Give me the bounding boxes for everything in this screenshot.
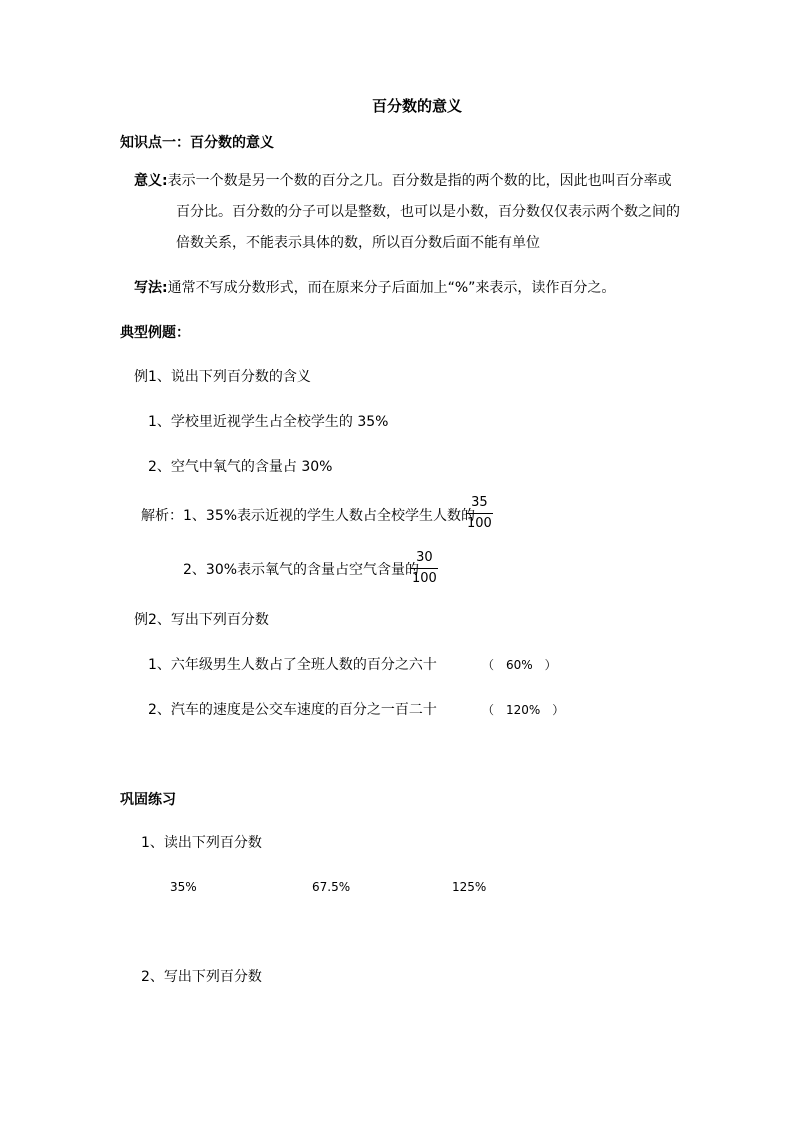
meaning-line1 <box>134 171 672 191</box>
analysis2-fraction <box>411 550 438 587</box>
example2-item2: 2、汽车的速度是公交车速度的百分之一百二十 <box>148 702 437 718</box>
analysis1-denominator: 100 <box>467 516 492 531</box>
analysis-label: 解析： <box>141 508 183 524</box>
analysis1-text: 1、35%表示近视的学生人数占全校学生人数的 <box>183 508 476 524</box>
analysis2-numerator: 30 <box>416 550 433 565</box>
meaning-text-1: 表示一个数是另一个数的百分之几。百分数是指的两个数的比，因此也叫百分率或 <box>167 173 672 189</box>
meaning-line2: 百分比。百分数的分子可以是整数，也可以是小数，百分数仅仅表示两个数之间的 <box>176 204 680 220</box>
example2-title: 例2、写出下列百分数 <box>134 612 269 628</box>
example2-item1-answer: （ 60% ） <box>482 658 557 672</box>
writing-line <box>134 278 615 298</box>
example1-title: 例1、说出下列百分数的含义 <box>134 369 311 385</box>
example2-item1: 1、六年级男生人数占了全班人数的百分之六十 <box>148 657 437 673</box>
meaning-label: 意义: <box>134 173 168 189</box>
practice-value: 35% <box>170 880 197 894</box>
practice-value: 67.5% <box>312 880 351 894</box>
analysis1-fraction <box>466 495 493 532</box>
writing-label: 写法: <box>134 280 168 296</box>
page-title: 百分数的意义 <box>372 97 463 115</box>
analysis1-numerator: 35 <box>471 495 488 510</box>
practice-heading: 巩固练习 <box>120 792 176 808</box>
example1-item1: 1、学校里近视学生占全校学生的 35% <box>148 414 389 430</box>
examples-heading: 典型例题： <box>120 325 190 341</box>
practice-value: 125% <box>452 880 487 894</box>
fraction-bar <box>466 513 493 514</box>
analysis2-denominator: 100 <box>412 571 437 586</box>
analysis-line1 <box>141 506 475 526</box>
example2-item2-answer: （ 120% ） <box>482 703 565 717</box>
example1-item2: 2、空气中氧气的含量占 30% <box>148 459 333 475</box>
practice-q1: 1、读出下列百分数 <box>141 835 262 851</box>
section1-heading: 知识点一：百分数的意义 <box>120 135 274 151</box>
practice-q2: 2、写出下列百分数 <box>141 969 262 985</box>
meaning-line3: 倍数关系，不能表示具体的数，所以百分数后面不能有单位 <box>176 235 540 251</box>
analysis-line2: 2、30%表示氧气的含量占空气含量的 <box>183 562 420 578</box>
writing-text: 通常不写成分数形式，而在原来分子后面加上“%”来表示，读作百分之。 <box>167 280 616 296</box>
fraction-bar <box>411 568 438 569</box>
